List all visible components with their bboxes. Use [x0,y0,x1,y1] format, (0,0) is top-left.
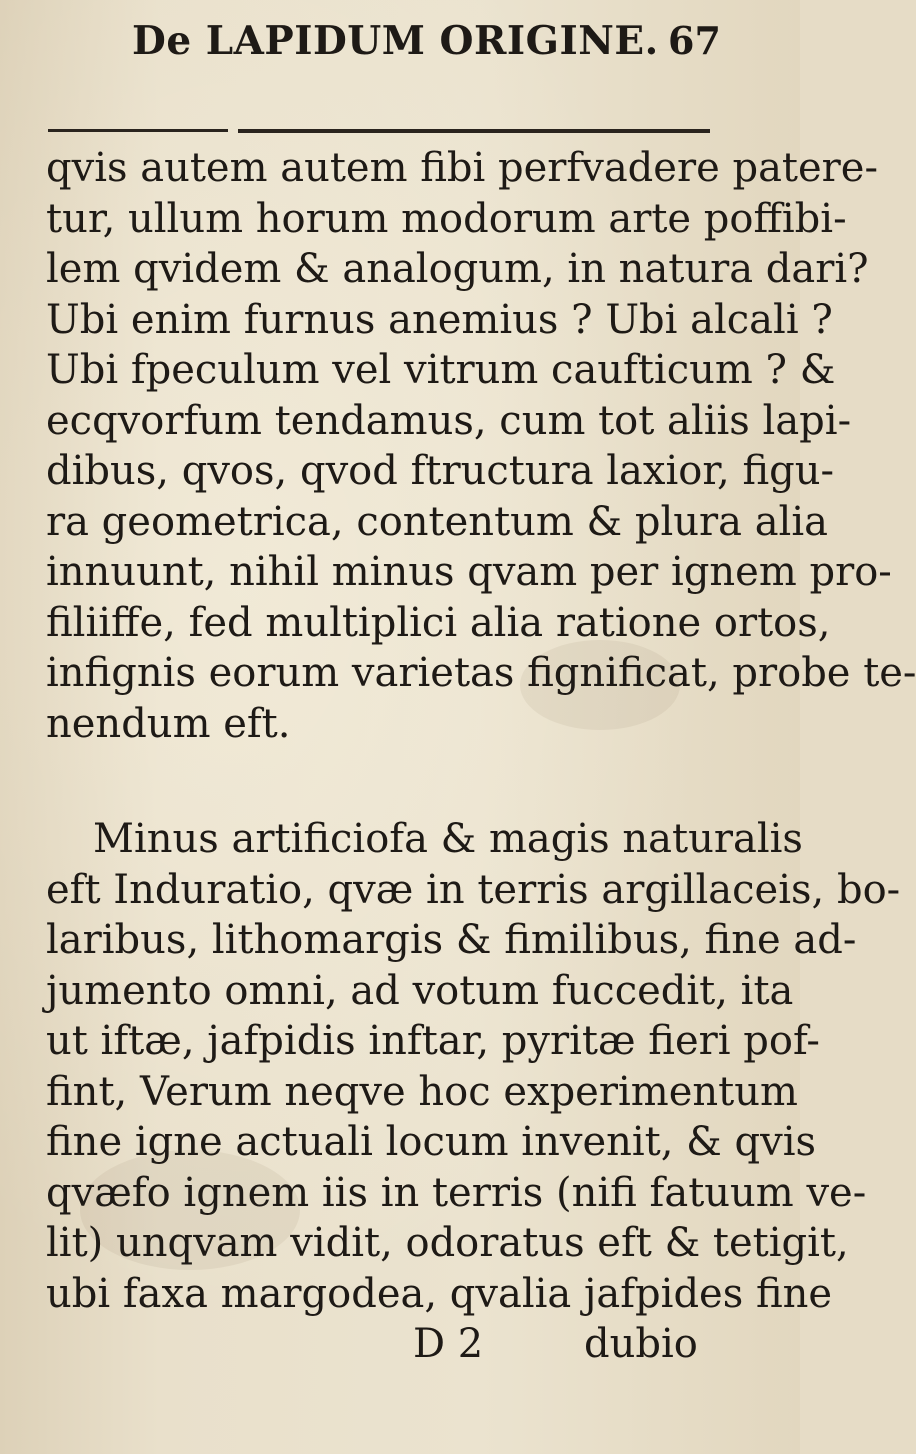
signature-mark: D 2 [413,1321,484,1367]
catchword: dubio [584,1321,698,1367]
paragraph-1 [46,143,916,749]
text-line: qvis autem autem fibi perfvadere patere- [46,145,878,191]
text-line: innuunt, nihil minus qvam per ignem pro- [46,549,892,595]
page-header [0,18,800,78]
paragraph-gap [46,749,736,814]
text-line: lem qvidem & analogum, in natura dari? [46,246,869,292]
text-line: fine igne actuali locum invenit, & qvis [46,1119,817,1165]
text-line: eft Induratio, qvæ in terris argillaceis, bo- [46,866,901,913]
text-line: tur, ullum horum modorum arte poffibi- [46,195,847,242]
text-line: infignis eorum varietas fignificat, probe te- [46,650,916,696]
header-rule-left [48,129,228,132]
paragraph-2 [46,814,901,1319]
header-rule-right [238,129,710,133]
text-line: fint, Verum neqve hoc experimentum [46,1068,798,1115]
text-line: ut iftæ, jafpidis inftar, pyritæ fieri pof- [46,1018,820,1064]
page-footer [46,1319,736,1370]
text-line: qvæfo ignem iis in terris (nifi fatuum ve- [46,1169,867,1216]
text-line: ra geometrica, contentum & plura alia [46,498,828,545]
text-line: Ubi fpeculum vel vitrum caufticum ? & [46,347,836,393]
text-line: nendum eft. [46,700,291,747]
text-line: Minus artificiofa & magis naturalis [93,816,803,862]
running-title: De LAPIDUM ORIGINE. [132,18,659,64]
text-line: ecqvorfum tendamus, cum tot aliis lapi- [46,397,852,444]
text-line: filiiffe, fed multiplici alia ratione ortos, [46,599,831,646]
text-line: Ubi enim furnus anemius ? Ubi alcali ? [46,296,833,343]
text-line: lit) unqvam vidit, odoratus eft & tetigit, [46,1220,849,1266]
body-text [46,143,916,1370]
text-line: laribus, lithomargis & fimilibus, fine ad- [46,917,857,963]
text-line: dibus, qvos, qvod ftructura laxior, figu- [46,448,835,494]
text-line: ubi faxa margodea, qvalia jafpides fine [46,1270,833,1317]
text-line: jumento omni, ad votum fuccedit, ita [46,967,794,1014]
page-number: 67 [668,18,721,63]
